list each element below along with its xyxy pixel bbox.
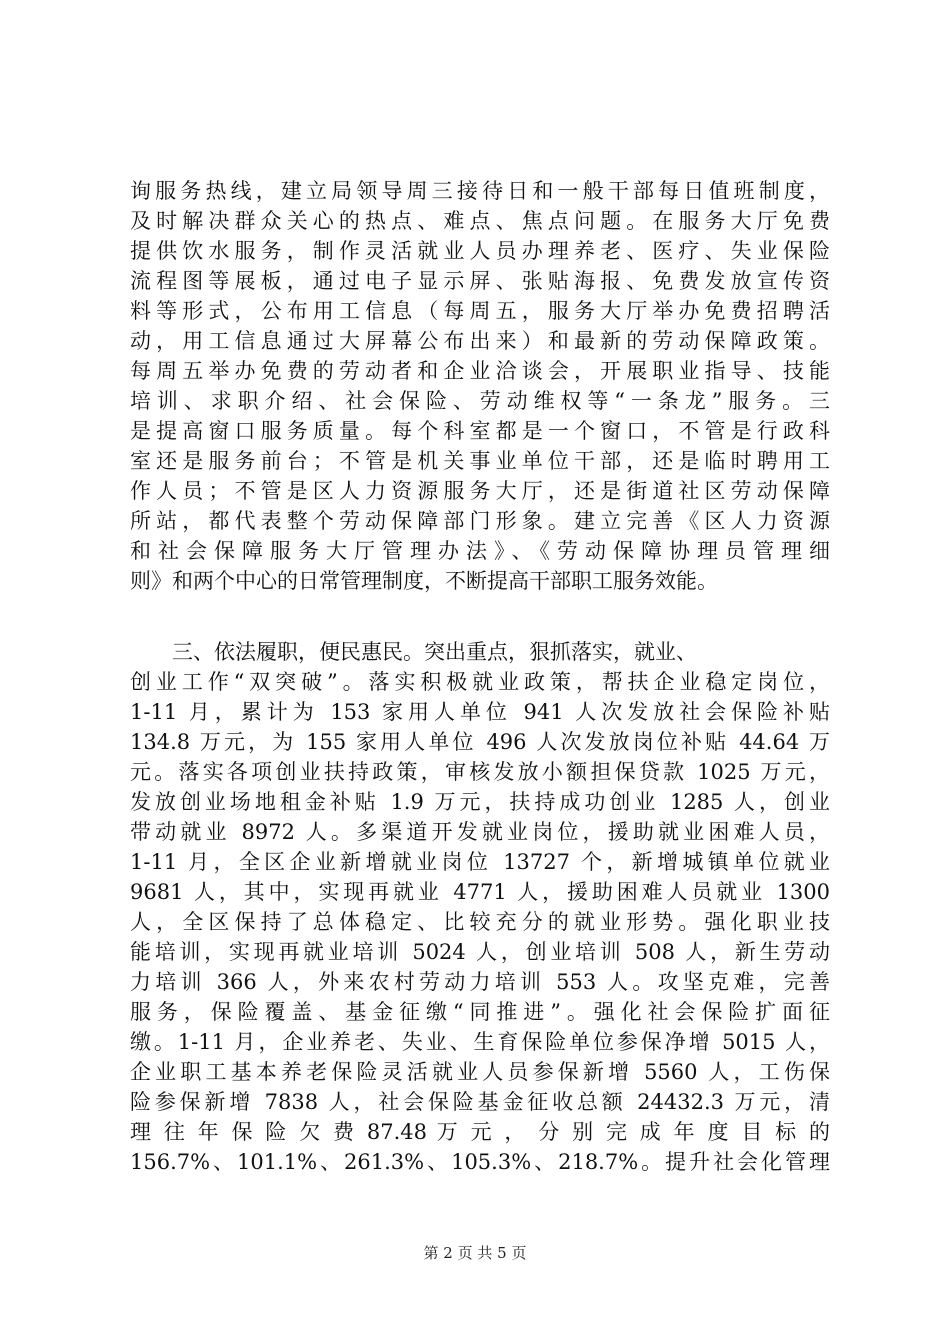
text-line: 带动就业 8972 人。多渠道开发就业岗位，援助就业困难人员， xyxy=(130,820,830,844)
text-line: 培训、求职介绍、社会保险、劳动维权等“一条龙”服务。三 xyxy=(130,389,830,413)
text-line: 作人员；不管是区人力资源服务大厅，还是街道社区劳动保障 xyxy=(130,479,830,503)
text-line: 室还是服务前台；不管是机关事业单位干部，还是临时聘用工 xyxy=(130,449,830,473)
body-text xyxy=(130,176,830,1177)
text-line: 1-11 月，全区企业新增就业岗位 13727 个，新增城镇单位就业 xyxy=(130,850,830,874)
text-line: 询服务热线，建立局领导周三接待日和一般干部每日值班制度， xyxy=(130,179,830,203)
text-line: 和社会保障服务大厅管理办法》、《劳动保障协理员管理细 xyxy=(130,539,830,563)
paragraph-2 xyxy=(130,637,830,1177)
text-line: 料等形式，公布用工信息（每周五，服务大厅举办免费招聘活 xyxy=(130,299,830,323)
text-line: 156.7%、101.1%、261.3%、105.3%、218.7%。提升社会化管理 xyxy=(130,1150,830,1174)
text-line: 发放创业场地租金补贴 1.9 万元，扶持成功创业 1285 人，创业 xyxy=(130,790,830,814)
text-line: 9681 人，其中，实现再就业 4771 人，援助困难人员就业 1300 xyxy=(130,880,830,904)
text-line: 人，全区保持了总体稳定、比较充分的就业形势。强化职业技 xyxy=(130,910,830,934)
page-number-footer: 第 2 页 共 5 页 xyxy=(423,1244,527,1262)
text-line: 每周五举办免费的劳动者和企业洽谈会，开展职业指导、技能 xyxy=(130,359,830,383)
paragraph-1 xyxy=(130,176,830,596)
text-line: 险参保新增 7838 人，社会保险基金征收总额 24432.3 万元，清 xyxy=(130,1090,830,1114)
text-line: 提供饮水服务，制作灵活就业人员办理养老、医疗、失业保险 xyxy=(130,239,830,263)
text-line: 及时解决群众关心的热点、难点、焦点问题。在服务大厅免费 xyxy=(130,209,830,233)
text-line: 是提高窗口服务质量。每个科室都是一个窗口，不管是行政科 xyxy=(130,419,830,443)
text-line: 所站，都代表整个劳动保障部门形象。建立完善《区人力资源 xyxy=(130,509,830,533)
text-line: 1-11 月，累计为 153 家用人单位 941 人次发放社会保险补贴 xyxy=(130,700,830,724)
text-line: 理 往 年 保 险 欠 费 87.48 万 元 ， 分 别 完 成 年 度 目 标 的 xyxy=(130,1120,830,1144)
text-line: 三、依法履职，便民惠民。突出重点，狠抓落实，就业、 xyxy=(172,640,697,664)
text-line: 134.8 万元，为 155 家用人单位 496 人次发放岗位补贴 44.64 万 xyxy=(130,730,830,754)
text-line: 流程图等展板，通过电子显示屏、张贴海报、免费发放宣传资 xyxy=(130,269,830,293)
text-line: 创业工作“双突破”。落实积极就业政策，帮扶企业稳定岗位， xyxy=(130,670,830,694)
text-line: 服务，保险覆盖、基金征缴“同推进”。强化社会保险扩面征 xyxy=(130,1000,830,1024)
text-line: 能培训，实现再就业培训 5024 人，创业培训 508 人，新生劳动 xyxy=(130,940,830,964)
text-line: 动，用工信息通过大屏幕公布出来）和最新的劳动保障政策。 xyxy=(130,329,830,353)
text-line: 元。落实各项创业扶持政策，审核发放小额担保贷款 1025 万元， xyxy=(130,760,830,784)
paragraph-spacer xyxy=(130,596,830,637)
text-line: 则》和两个中心的日常管理制度，不断提高干部职工服务效能。 xyxy=(130,569,718,593)
text-line: 企业职工基本养老保险灵活就业人员参保新增 5560 人，工伤保 xyxy=(130,1060,830,1084)
text-line: 力培训 366 人，外来农村劳动力培训 553 人。攻坚克难，完善 xyxy=(130,970,830,994)
text-line: 缴。1-11 月，企业养老、失业、生育保险单位参保净增 5015 人， xyxy=(130,1030,830,1054)
